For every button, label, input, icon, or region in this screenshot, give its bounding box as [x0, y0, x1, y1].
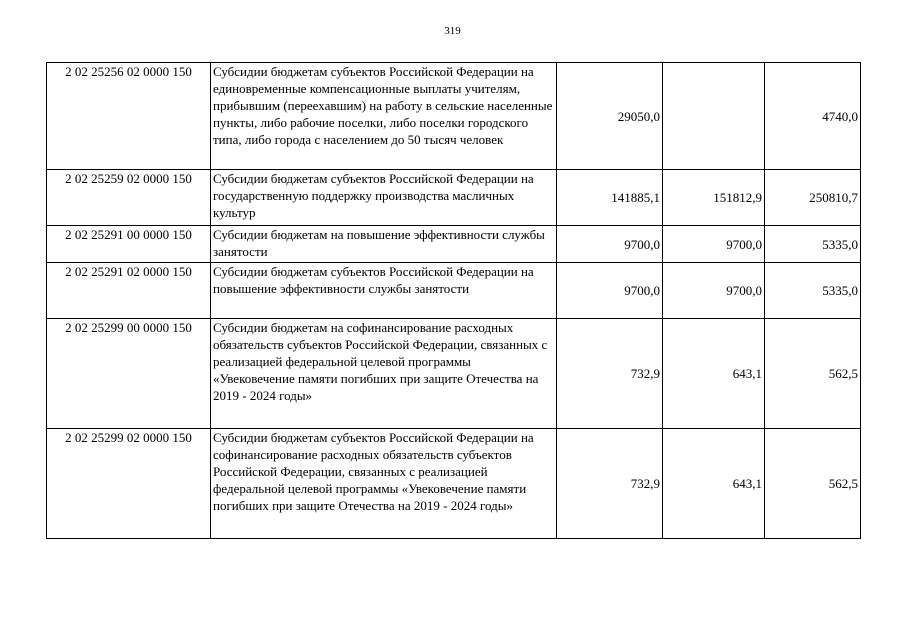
- page-number: 319: [444, 25, 461, 37]
- budget-code-cell: 2 02 25259 02 0000 150: [47, 170, 211, 226]
- value-cell-2: 643,1: [663, 319, 765, 429]
- description-cell: Субсидии бюджетам субъектов Российской Федерации на единовременные компенсационные выплаты учителям, прибывшим (переехавшим) на работу в сельские населенные пункты, либо рабочие поселки, либо поселки городского типа, либо города с населением до 50 тысяч человек: [211, 63, 557, 170]
- value-cell-1: 141885,1: [557, 170, 663, 226]
- description-cell: Субсидии бюджетам на повышение эффективности службы занятости: [211, 226, 557, 263]
- value-cell-3: 5335,0: [765, 226, 861, 263]
- description-cell: Субсидии бюджетам субъектов Российской Федерации на государственную поддержку производства масличных культур: [211, 170, 557, 226]
- value-cell-1: 732,9: [557, 319, 663, 429]
- value-cell-1: 29050,0: [557, 63, 663, 170]
- value-cell-3: 562,5: [765, 429, 861, 539]
- description-cell: Субсидии бюджетам на софинансирование расходных обязательств субъектов Российской Федерации, связанных с реализацией федеральной целевой программы «Увековечение памяти погибших при защите Отечества на 2019 - 2024 годы»: [211, 319, 557, 429]
- table-row: [47, 170, 861, 226]
- table-row: [47, 319, 861, 429]
- description-cell: Субсидии бюджетам субъектов Российской Федерации на повышение эффективности службы занятости: [211, 263, 557, 319]
- value-cell-3: 5335,0: [765, 263, 861, 319]
- value-cell-2: 9700,0: [663, 263, 765, 319]
- value-cell-2: 9700,0: [663, 226, 765, 263]
- budget-code-cell: 2 02 25299 02 0000 150: [47, 429, 211, 539]
- value-cell-3: 562,5: [765, 319, 861, 429]
- budget-table: [46, 62, 861, 539]
- value-cell-1: 9700,0: [557, 226, 663, 263]
- budget-code-cell: 2 02 25291 00 0000 150: [47, 226, 211, 263]
- description-cell: Субсидии бюджетам субъектов Российской Федерации на софинансирование расходных обязательств субъектов Российской Федерации, связанных с реализацией федеральной целевой программы «Увековечение памяти погибших при защите Отечества на 2019 - 2024 годы»: [211, 429, 557, 539]
- value-cell-2: 643,1: [663, 429, 765, 539]
- table-row: [47, 63, 861, 170]
- budget-code-cell: 2 02 25256 02 0000 150: [47, 63, 211, 170]
- value-cell-2: 151812,9: [663, 170, 765, 226]
- value-cell-1: 732,9: [557, 429, 663, 539]
- budget-code-cell: 2 02 25291 02 0000 150: [47, 263, 211, 319]
- value-cell-3: 4740,0: [765, 63, 861, 170]
- budget-code-cell: 2 02 25299 00 0000 150: [47, 319, 211, 429]
- value-cell-1: 9700,0: [557, 263, 663, 319]
- table-row: [47, 263, 861, 319]
- table-row: [47, 429, 861, 539]
- value-cell-2: [663, 63, 765, 170]
- table-row: [47, 226, 861, 263]
- value-cell-3: 250810,7: [765, 170, 861, 226]
